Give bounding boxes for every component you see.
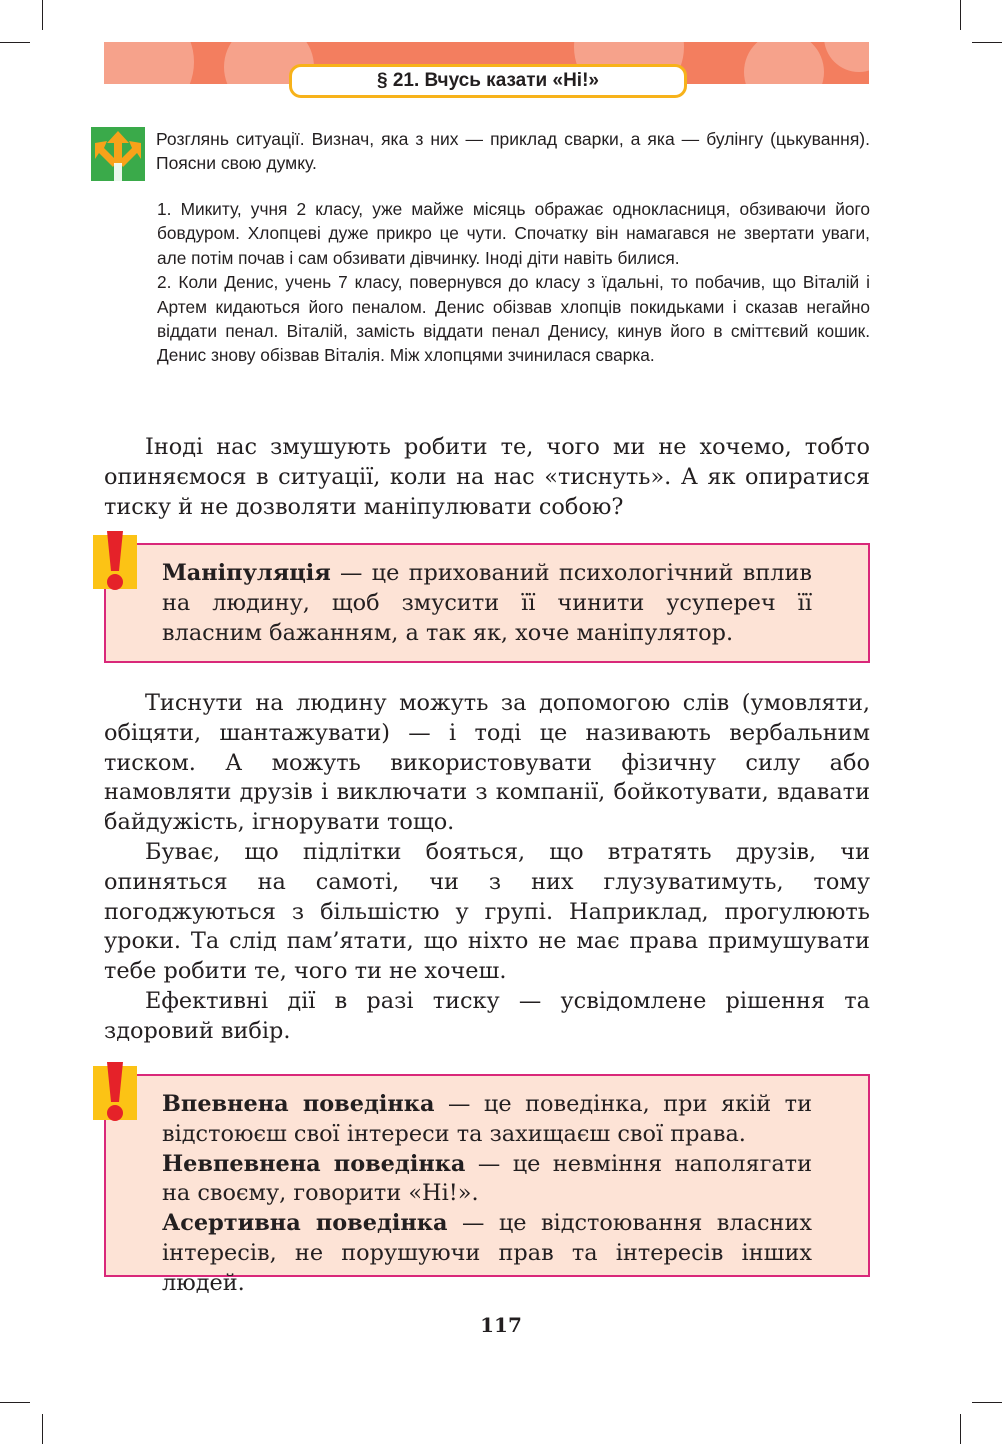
- definition-text: [162, 559, 812, 648]
- definition-text: [162, 1209, 812, 1298]
- situation-item: 2. Коли Денис, учень 7 класу, повернувся до класу з їдальні, то побачив, що Віталій і Артем кидаються його пеналом. Денис обізвав хлопців покидьками і сказав негайно віддати пенал. Віталій, замість віддати пенал Денису, кинув його в сміттєвий кошик. Денис знову обізвав Віталія. Між хлопцями зчинилася сварка.: [157, 272, 870, 366]
- crop-mark: [42, 1414, 43, 1444]
- definition-term: Маніпуляція: [162, 560, 331, 586]
- definition-term: Невпевнена поведінка: [162, 1150, 466, 1177]
- definition-body: — це відстоювання власних інтересів, не порушуючи прав та інтересів інших людей.: [162, 1210, 812, 1296]
- crop-mark: [0, 1402, 30, 1403]
- definition-box-behaviour: [104, 1074, 870, 1296]
- definition-body: — це поведінка, при якій ти відстоюєш свої інтереси та захищаєш свої права.: [162, 1091, 812, 1147]
- paragraph: Тиснути на людину можуть за допомогою слів (умовляти, обіцяти, шантажувати) — і тоді це називають вербальним тиском. А можуть використовувати фізичну силу або намовляти друзів і виключати з компанії, бойкотувати, вдавати байдужість, ігнорувати тощо.: [104, 690, 870, 836]
- paragraph: Іноді нас змушують робити те, чого ми не хочемо, тобто опиняємося в ситуації, коли на нас «тиснуть». А як опиратися тиску й не дозволяти маніпулювати собою?: [104, 434, 870, 520]
- definition-body: — це невміння наполягати на своєму, говорити «Ні!».: [162, 1150, 812, 1207]
- crop-mark: [960, 0, 961, 30]
- exclamation-icon: [93, 531, 137, 593]
- page-number: 117: [480, 1313, 522, 1337]
- body-paragraphs: [104, 689, 870, 1047]
- crop-mark: [0, 42, 30, 43]
- definition-text: [162, 1090, 812, 1150]
- crop-mark: [972, 42, 1002, 43]
- paragraph: Ефективні дії в разі тиску — усвідомлене рішення та здоровий вибір.: [104, 987, 870, 1044]
- definition-term: Впевнена поведінка: [162, 1091, 435, 1117]
- crossroads-arrows-icon: [91, 127, 145, 181]
- exclamation-icon: [93, 1062, 137, 1124]
- definition-term: Асертивна поведінка: [162, 1210, 448, 1237]
- crop-mark: [972, 1402, 1002, 1403]
- crop-mark: [960, 1414, 961, 1444]
- task-instruction: Розглянь ситуації. Визнач, яка з них — приклад сварки, а яка — булінгу (цькування). Поясни свою думку.: [156, 129, 870, 173]
- situation-item: 1. Микиту, учня 2 класу, уже майже місяць ображає однокласниця, обзиваючи його бовдуром. Хлопцеві дуже прикро це чути. Спочатку він намагався не звертати уваги, але потім почав і сам обзивати дівчинку. Іноді діти навіть билися.: [157, 199, 870, 268]
- situations-list: [157, 197, 870, 368]
- definition-body: — це прихований психологічний вплив на людину, щоб змусити її чинити усупереч її власним бажанням, а так як, хоче маніпулятор.: [162, 560, 812, 646]
- intro-paragraph: [104, 433, 870, 522]
- definition-text: [162, 1150, 812, 1210]
- paragraph: Буває, що підлітки бояться, що втратять друзів, чи опиняться на самоті, чи з них глузуватимуть, тому погоджуються з більшістю у групі. Наприклад, прогулюють уроки. Та слід пам’ятати, що ніхто не має права примушувати тебе робити те, чого ти не хочеш.: [104, 838, 870, 985]
- section-title: § 21. Вчусь казати «Ні!»: [289, 64, 687, 98]
- crop-mark: [42, 0, 43, 30]
- definition-box-manipulation: [104, 543, 870, 663]
